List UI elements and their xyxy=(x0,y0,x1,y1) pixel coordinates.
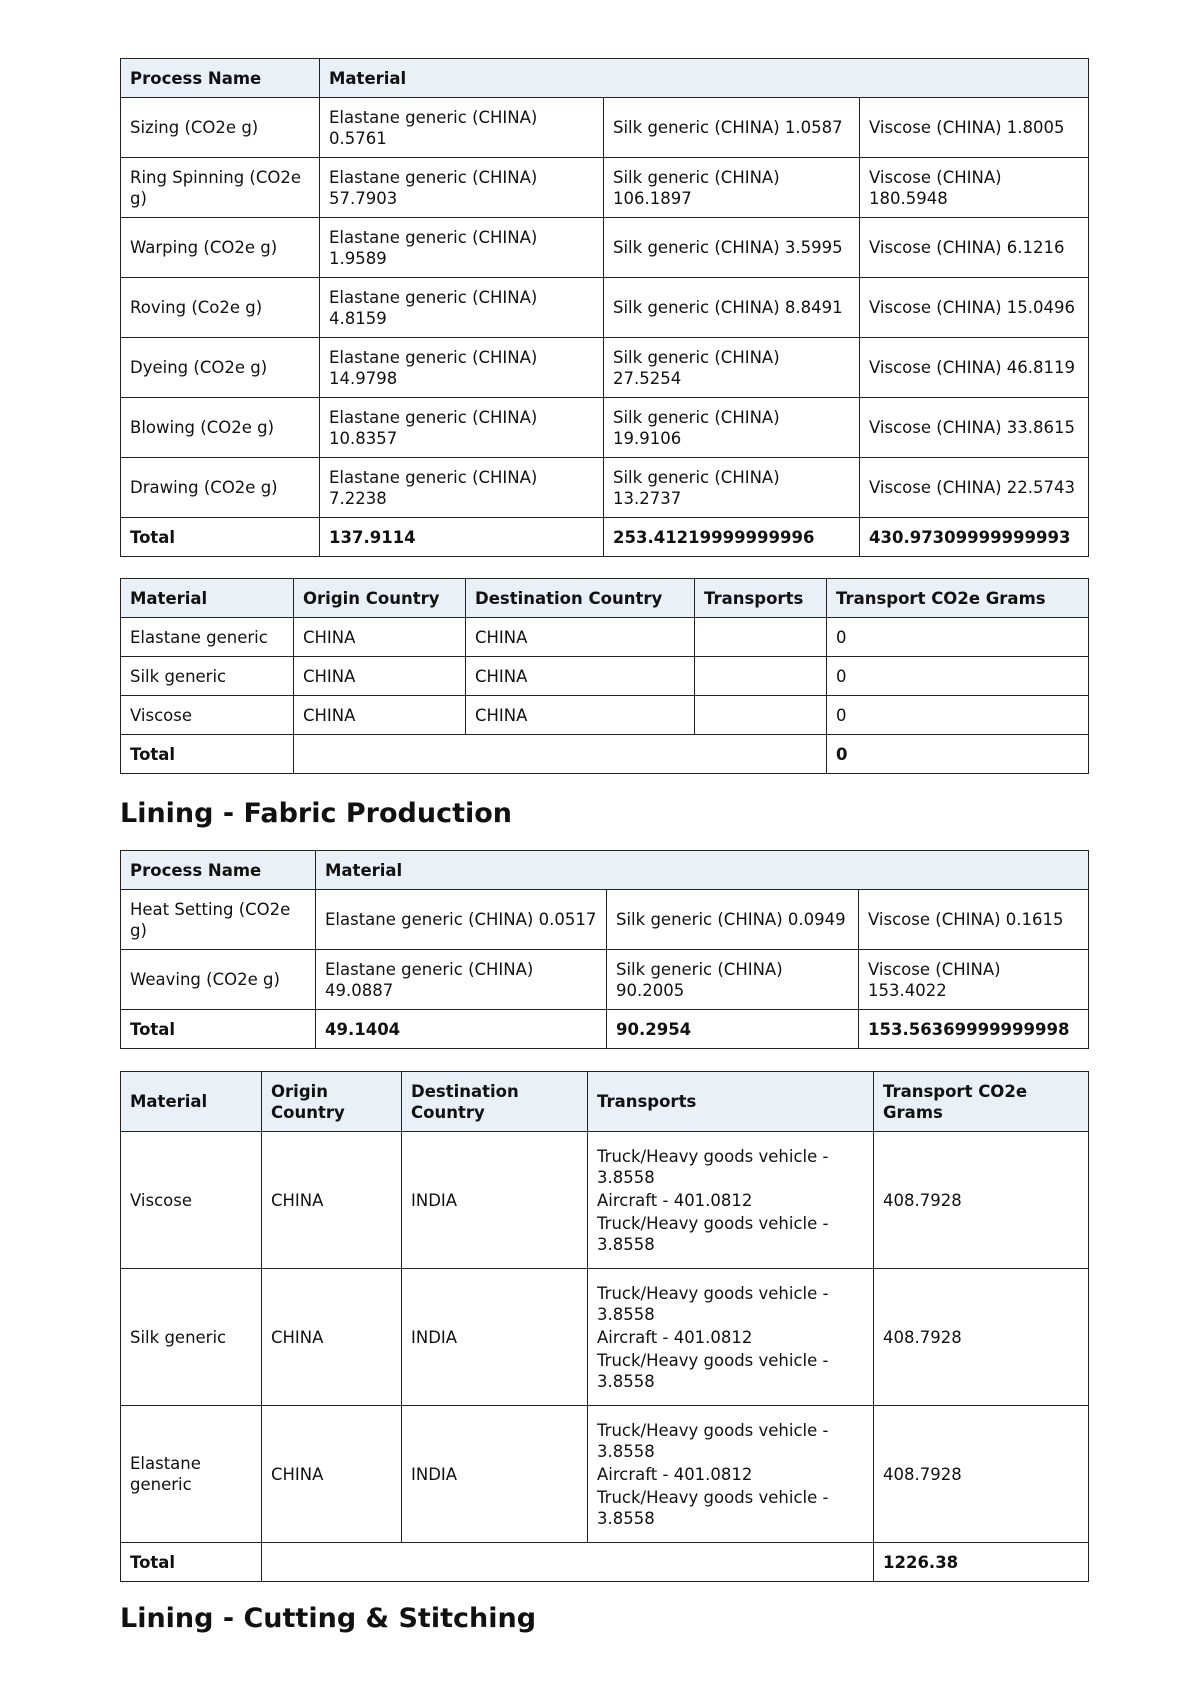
total-row xyxy=(121,1010,1089,1049)
fabric-process-table xyxy=(120,850,1089,1049)
silk-value-cell: Silk generic (CHINA) 8.8491 xyxy=(604,278,860,338)
transport-leg: Aircraft - 401.0812 xyxy=(597,1464,753,1484)
table-row xyxy=(121,950,1089,1010)
total-viscose: 153.56369999999998 xyxy=(859,1010,1089,1049)
table-row xyxy=(121,458,1089,518)
total-row xyxy=(121,1543,1089,1582)
table-row xyxy=(121,218,1089,278)
viscose-value-cell: Viscose (CHINA) 22.5743 xyxy=(860,458,1089,518)
elastane-value-cell: Elastane generic (CHINA) 0.5761 xyxy=(320,98,604,158)
transports-cell xyxy=(695,696,827,735)
process-name-cell: Drawing (CO2e g) xyxy=(121,458,320,518)
table-row xyxy=(121,338,1089,398)
table-header-row xyxy=(121,851,1089,890)
header-destination-country: Destination Country xyxy=(466,579,695,618)
spinning-process-table xyxy=(120,58,1089,557)
transport-grams-cell: 408.7928 xyxy=(874,1132,1089,1269)
total-elastane: 49.1404 xyxy=(316,1010,607,1049)
elastane-value-cell: Elastane generic (CHINA) 49.0887 xyxy=(316,950,607,1010)
header-material: Material xyxy=(316,851,1089,890)
elastane-value-cell: Elastane generic (CHINA) 1.9589 xyxy=(320,218,604,278)
header-transports: Transports xyxy=(588,1072,874,1132)
destination-country-cell: CHINA xyxy=(466,657,695,696)
header-process-name: Process Name xyxy=(121,851,316,890)
header-material: Material xyxy=(121,579,294,618)
process-name-cell: Blowing (CO2e g) xyxy=(121,398,320,458)
viscose-value-cell: Viscose (CHINA) 15.0496 xyxy=(860,278,1089,338)
silk-value-cell: Silk generic (CHINA) 106.1897 xyxy=(604,158,860,218)
header-material: Material xyxy=(121,1072,262,1132)
origin-country-cell: CHINA xyxy=(294,657,466,696)
transport-leg: Truck/Heavy goods vehicle - 3.8558 xyxy=(597,1487,829,1528)
transport-leg: Truck/Heavy goods vehicle - 3.8558 xyxy=(597,1146,829,1187)
section-title-fabric-production: Lining - Fabric Production xyxy=(120,798,513,829)
transport-leg: Truck/Heavy goods vehicle - 3.8558 xyxy=(597,1420,829,1461)
total-grams: 0 xyxy=(827,735,1089,774)
transport-grams-cell: 0 xyxy=(827,618,1089,657)
spinning-transport-table xyxy=(120,578,1089,774)
viscose-value-cell: Viscose (CHINA) 46.8119 xyxy=(860,338,1089,398)
transports-cell xyxy=(588,1269,874,1406)
silk-value-cell: Silk generic (CHINA) 1.0587 xyxy=(604,98,860,158)
total-elastane: 137.9114 xyxy=(320,518,604,557)
header-transports: Transports xyxy=(695,579,827,618)
elastane-value-cell: Elastane generic (CHINA) 7.2238 xyxy=(320,458,604,518)
section-title-cutting-stitching: Lining - Cutting & Stitching xyxy=(120,1603,537,1634)
header-transport-co2e-grams: Transport CO2e Grams xyxy=(827,579,1089,618)
table-header-row xyxy=(121,579,1089,618)
process-name-cell: Warping (CO2e g) xyxy=(121,218,320,278)
total-empty-cell xyxy=(262,1543,874,1582)
total-viscose: 430.97309999999993 xyxy=(860,518,1089,557)
transport-grams-cell: 408.7928 xyxy=(874,1406,1089,1543)
process-name-cell: Roving (Co2e g) xyxy=(121,278,320,338)
destination-country-cell: CHINA xyxy=(466,696,695,735)
transport-grams-cell: 0 xyxy=(827,696,1089,735)
viscose-value-cell: Viscose (CHINA) 180.5948 xyxy=(860,158,1089,218)
fabric-transport-table xyxy=(120,1071,1089,1582)
origin-country-cell: CHINA xyxy=(294,696,466,735)
silk-value-cell: Silk generic (CHINA) 19.9106 xyxy=(604,398,860,458)
header-transport-co2e-grams: Transport CO2e Grams xyxy=(874,1072,1089,1132)
table-header-row xyxy=(121,1072,1089,1132)
material-cell: Elastane generic xyxy=(121,618,294,657)
table-row xyxy=(121,398,1089,458)
transport-leg: Aircraft - 401.0812 xyxy=(597,1190,753,1210)
destination-country-cell: INDIA xyxy=(402,1269,588,1406)
process-name-cell: Ring Spinning (CO2e g) xyxy=(121,158,320,218)
origin-country-cell: CHINA xyxy=(294,618,466,657)
table-row xyxy=(121,278,1089,338)
process-name-cell: Weaving (CO2e g) xyxy=(121,950,316,1010)
table-row xyxy=(121,1132,1089,1269)
elastane-value-cell: Elastane generic (CHINA) 4.8159 xyxy=(320,278,604,338)
viscose-value-cell: Viscose (CHINA) 0.1615 xyxy=(859,890,1089,950)
elastane-value-cell: Elastane generic (CHINA) 0.0517 xyxy=(316,890,607,950)
viscose-value-cell: Viscose (CHINA) 33.8615 xyxy=(860,398,1089,458)
silk-value-cell: Silk generic (CHINA) 13.2737 xyxy=(604,458,860,518)
material-cell: Viscose xyxy=(121,696,294,735)
destination-country-cell: INDIA xyxy=(402,1406,588,1543)
transports-cell xyxy=(588,1406,874,1543)
origin-country-cell: CHINA xyxy=(262,1132,402,1269)
origin-country-cell: CHINA xyxy=(262,1406,402,1543)
total-silk: 90.2954 xyxy=(607,1010,859,1049)
table-row xyxy=(121,1269,1089,1406)
transports-cell xyxy=(588,1132,874,1269)
table-row xyxy=(121,1406,1089,1543)
total-label: Total xyxy=(121,1543,262,1582)
process-name-cell: Sizing (CO2e g) xyxy=(121,98,320,158)
transports-cell xyxy=(695,618,827,657)
total-silk: 253.41219999999996 xyxy=(604,518,860,557)
material-cell: Silk generic xyxy=(121,1269,262,1406)
header-origin-country: Origin Country xyxy=(294,579,466,618)
elastane-value-cell: Elastane generic (CHINA) 14.9798 xyxy=(320,338,604,398)
origin-country-cell: CHINA xyxy=(262,1269,402,1406)
destination-country-cell: INDIA xyxy=(402,1132,588,1269)
material-cell: Silk generic xyxy=(121,657,294,696)
transport-grams-cell: 0 xyxy=(827,657,1089,696)
silk-value-cell: Silk generic (CHINA) 90.2005 xyxy=(607,950,859,1010)
elastane-value-cell: Elastane generic (CHINA) 57.7903 xyxy=(320,158,604,218)
total-grams: 1226.38 xyxy=(874,1543,1089,1582)
process-name-cell: Heat Setting (CO2e g) xyxy=(121,890,316,950)
header-process-name: Process Name xyxy=(121,59,320,98)
header-origin-country: Origin Country xyxy=(262,1072,402,1132)
viscose-value-cell: Viscose (CHINA) 153.4022 xyxy=(859,950,1089,1010)
total-label: Total xyxy=(121,735,294,774)
viscose-value-cell: Viscose (CHINA) 1.8005 xyxy=(860,98,1089,158)
table-header-row xyxy=(121,59,1089,98)
total-label: Total xyxy=(121,1010,316,1049)
silk-value-cell: Silk generic (CHINA) 27.5254 xyxy=(604,338,860,398)
silk-value-cell: Silk generic (CHINA) 3.5995 xyxy=(604,218,860,278)
total-row xyxy=(121,735,1089,774)
transports-cell xyxy=(695,657,827,696)
material-cell: Elastane generic xyxy=(121,1406,262,1543)
total-empty-cell xyxy=(294,735,827,774)
table-row xyxy=(121,890,1089,950)
viscose-value-cell: Viscose (CHINA) 6.1216 xyxy=(860,218,1089,278)
header-destination-country: Destination Country xyxy=(402,1072,588,1132)
destination-country-cell: CHINA xyxy=(466,618,695,657)
total-label: Total xyxy=(121,518,320,557)
material-cell: Viscose xyxy=(121,1132,262,1269)
table-row xyxy=(121,98,1089,158)
table-row xyxy=(121,657,1089,696)
transport-leg: Aircraft - 401.0812 xyxy=(597,1327,753,1347)
transport-leg: Truck/Heavy goods vehicle - 3.8558 xyxy=(597,1213,829,1254)
transport-grams-cell: 408.7928 xyxy=(874,1269,1089,1406)
total-row xyxy=(121,518,1089,557)
table-row xyxy=(121,618,1089,657)
process-name-cell: Dyeing (CO2e g) xyxy=(121,338,320,398)
transport-leg: Truck/Heavy goods vehicle - 3.8558 xyxy=(597,1350,829,1391)
transport-leg: Truck/Heavy goods vehicle - 3.8558 xyxy=(597,1283,829,1324)
table-row xyxy=(121,158,1089,218)
silk-value-cell: Silk generic (CHINA) 0.0949 xyxy=(607,890,859,950)
elastane-value-cell: Elastane generic (CHINA) 10.8357 xyxy=(320,398,604,458)
header-material: Material xyxy=(320,59,1089,98)
table-row xyxy=(121,696,1089,735)
